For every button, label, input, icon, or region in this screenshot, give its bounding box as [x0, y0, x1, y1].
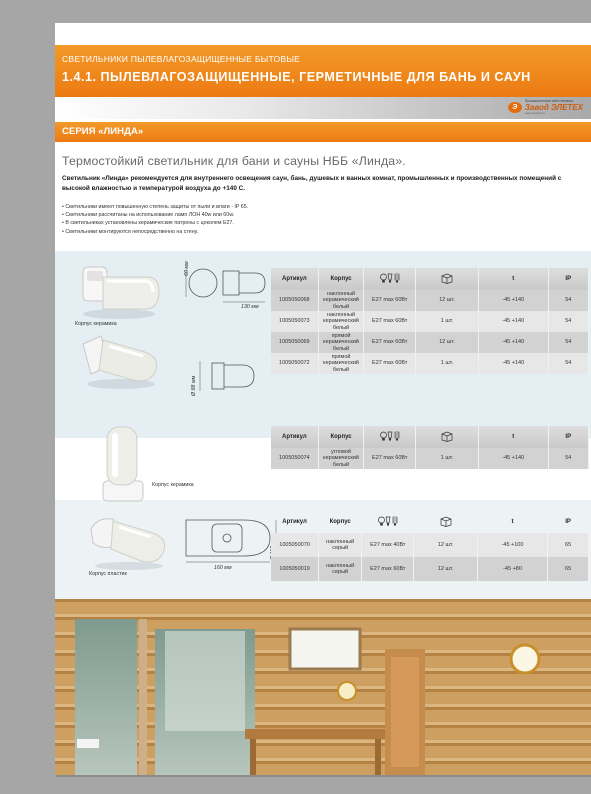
- cell-body-line: белый: [332, 345, 350, 352]
- dimension-drawing-straight: [190, 359, 260, 395]
- cell-temp: -45 +140: [478, 448, 548, 469]
- cell-article: 1005050019: [271, 557, 319, 581]
- table-row: [271, 533, 589, 557]
- col-article: Артикул: [271, 511, 319, 533]
- col-pack: [416, 426, 479, 448]
- cell-article: 1005050074: [271, 448, 318, 469]
- col-article: Артикул: [271, 268, 318, 290]
- bulb-icon: [380, 431, 400, 442]
- lamp-corner-ceramic-image: [97, 421, 149, 507]
- feature-item: • Светильники рассчитаны на использование ламп ЛОН 40w или 60w.: [62, 211, 248, 219]
- cell-lamp: E27 max 40Вт: [362, 533, 414, 557]
- cell-body-line: керамический: [323, 318, 359, 325]
- lamp-straight-ceramic-image: [75, 330, 167, 390]
- table-row: [271, 311, 589, 332]
- cell-article: 1005050073: [271, 311, 318, 332]
- cell-pack: 12 шт.: [416, 290, 479, 311]
- table-header-row: [271, 268, 589, 290]
- logo-mark-icon: Э: [508, 102, 522, 113]
- dimension-60: 60 мм: [184, 261, 190, 276]
- cell-body-line: угловой: [331, 449, 351, 456]
- spec-table-plastic: [271, 511, 589, 581]
- cell-body-line: наклонный: [326, 562, 355, 569]
- catalog-page: [55, 23, 591, 775]
- category-title: СВЕТИЛЬНИКИ ПЫЛЕВЛАГОЗАЩИЩЕННЫЕ БЫТОВЫЕ: [62, 54, 301, 64]
- cell-body-line: керамический: [323, 360, 359, 367]
- lamp-inclined-ceramic-image: [73, 259, 165, 321]
- cell-body-line: прямой: [331, 333, 351, 340]
- cell-body-line: серый: [332, 569, 349, 575]
- caption-corner-ceramic: Корпус керамика: [152, 482, 194, 488]
- dimension-130: 130 мм: [241, 304, 259, 310]
- box-icon: [441, 431, 453, 442]
- col-lamp: [364, 268, 416, 290]
- logo-line1: Промышленная светотехника: [524, 99, 574, 103]
- dimension-drawing-plastic: [180, 510, 280, 570]
- cell-article: 1005050068: [271, 290, 318, 311]
- table-row: [271, 448, 589, 469]
- cell-body-line: наклонный: [327, 312, 356, 319]
- cell-lamp: E27 max 60Вт: [364, 290, 416, 311]
- cell-pack: 1 шт.: [416, 353, 479, 374]
- brand-logo: [508, 100, 583, 115]
- bulb-icon: [380, 273, 400, 284]
- cell-lamp: E27 max 60Вт: [364, 332, 416, 353]
- col-ip: IP: [548, 426, 588, 448]
- table-header-row: [271, 426, 589, 448]
- cell-body-line: наклонный: [326, 538, 355, 545]
- cell-temp: -45 +140: [478, 290, 548, 311]
- col-temp: t: [478, 426, 548, 448]
- cell-ip: 65: [548, 557, 589, 581]
- feature-item: • Светильники монтируются непосредственно на стену.: [62, 228, 248, 236]
- cell-ip: 54: [548, 353, 588, 374]
- cell-pack: 12 шт.: [416, 332, 479, 353]
- table-row: [271, 290, 589, 311]
- cell-lamp: E27 max 60Вт: [364, 448, 416, 469]
- col-body: Корпус: [318, 268, 364, 290]
- series-label: СЕРИЯ «ЛИНДА»: [62, 126, 144, 137]
- caption-ceramic: Корпус керамика: [75, 321, 117, 327]
- cell-body-line: белый: [332, 324, 350, 331]
- cell-body: [318, 353, 364, 374]
- feature-item: • В светильниках установлены керамические патроны с цоколем Е27.: [62, 219, 248, 227]
- cell-body-line: керамический: [323, 297, 359, 304]
- cell-body-line: белый: [332, 303, 350, 310]
- caption-plastic: Корпус пластик: [89, 571, 127, 577]
- section-title: 1.4.1. ПЫЛЕВЛАГОЗАЩИЩЕННЫЕ, ГЕРМЕТИЧНЫЕ ДЛЯ БАНЬ И САУН: [62, 70, 531, 84]
- box-icon: [440, 516, 452, 527]
- table-body: [271, 448, 589, 469]
- cell-ip: 65: [548, 533, 589, 557]
- col-lamp: [364, 426, 416, 448]
- cell-body: [319, 533, 362, 557]
- cell-temp: -45 +140: [478, 353, 548, 374]
- cell-lamp: E27 max 60Вт: [364, 311, 416, 332]
- cell-ip: 54: [548, 448, 588, 469]
- cell-body-line: серый: [332, 545, 349, 551]
- dimension-drawing-inclined: [183, 260, 273, 310]
- cell-article: 1005050070: [271, 533, 319, 557]
- cell-body-line: прямой: [331, 354, 351, 361]
- cell-article: 1005050069: [271, 332, 318, 353]
- cell-body-line: белый: [332, 461, 350, 468]
- cell-ip: 54: [548, 311, 588, 332]
- col-pack: [416, 268, 479, 290]
- col-pack: [414, 511, 478, 533]
- cell-body: [318, 290, 364, 311]
- feature-list: [62, 203, 248, 236]
- cell-article: 1005050072: [271, 353, 318, 374]
- table-body: [271, 290, 589, 374]
- logo-line3: www.eletech.ru: [524, 110, 546, 115]
- col-lamp: [362, 511, 414, 533]
- cell-body-line: наклонный: [327, 291, 356, 298]
- cell-lamp: E27 max 60Вт: [364, 353, 416, 374]
- feature-item: • Светильники имеют повышенную степень защиты от пыли и влаги - IP 65.: [62, 203, 248, 211]
- cell-temp: -45 +80: [477, 557, 547, 581]
- col-temp: t: [477, 511, 547, 533]
- col-body: Корпус: [319, 511, 362, 533]
- cell-body-line: белый: [332, 366, 350, 373]
- table-row: [271, 557, 589, 581]
- series-bar: [55, 122, 591, 142]
- col-body: Корпус: [318, 426, 364, 448]
- logo-band: [55, 97, 591, 119]
- col-temp: t: [478, 268, 548, 290]
- cell-temp: -45 +140: [478, 311, 548, 332]
- cell-body: [319, 557, 362, 581]
- sauna-photo: [55, 599, 591, 775]
- cell-pack: 1 шт.: [416, 448, 479, 469]
- cell-temp: -45 +140: [478, 332, 548, 353]
- lamp-types-icon: [380, 273, 400, 284]
- cell-body-line: керамический: [323, 455, 359, 462]
- cell-lamp: E27 max 60Вт: [362, 557, 414, 581]
- box-icon: [441, 273, 453, 284]
- spec-table-ceramic: [271, 268, 589, 374]
- header-bar: [55, 45, 591, 97]
- col-ip: IP: [548, 268, 588, 290]
- cell-body: [318, 448, 364, 469]
- product-description: Светильник «Линда» рекомендуется для внутреннего освещения саун, бань, душевых и ванных комнат, промышленных и производственных помещений с высокой влажностью и температурой воздуха до +140 С.: [62, 175, 562, 192]
- cell-pack: 12 шт.: [414, 533, 478, 557]
- table-body: [271, 533, 589, 581]
- cell-temp: -45 +100: [477, 533, 547, 557]
- bulb-icon: [378, 516, 398, 527]
- table-row: [271, 353, 589, 374]
- lamp-inclined-plastic-image: [83, 511, 175, 571]
- cell-pack: 1 шт.: [416, 311, 479, 332]
- dimension-88: Ø 88 мм: [191, 375, 197, 396]
- table-header-row: [271, 511, 589, 533]
- cell-ip: 54: [548, 332, 588, 353]
- logo-name: Завод ЭЛЕТЕХ: [524, 102, 583, 112]
- cell-pack: 12 шт.: [414, 557, 478, 581]
- product-subtitle: Термостойкий светильник для бани и сауны НББ «Линда».: [62, 154, 406, 168]
- table-row: [271, 332, 589, 353]
- col-article: Артикул: [271, 426, 318, 448]
- spec-table-corner: [271, 426, 589, 469]
- col-ip: IP: [548, 511, 589, 533]
- cell-body: [318, 332, 364, 353]
- dimension-160: 160 мм: [214, 565, 232, 571]
- cell-body: [318, 311, 364, 332]
- cell-ip: 54: [548, 290, 588, 311]
- cell-body-line: керамический: [323, 339, 359, 346]
